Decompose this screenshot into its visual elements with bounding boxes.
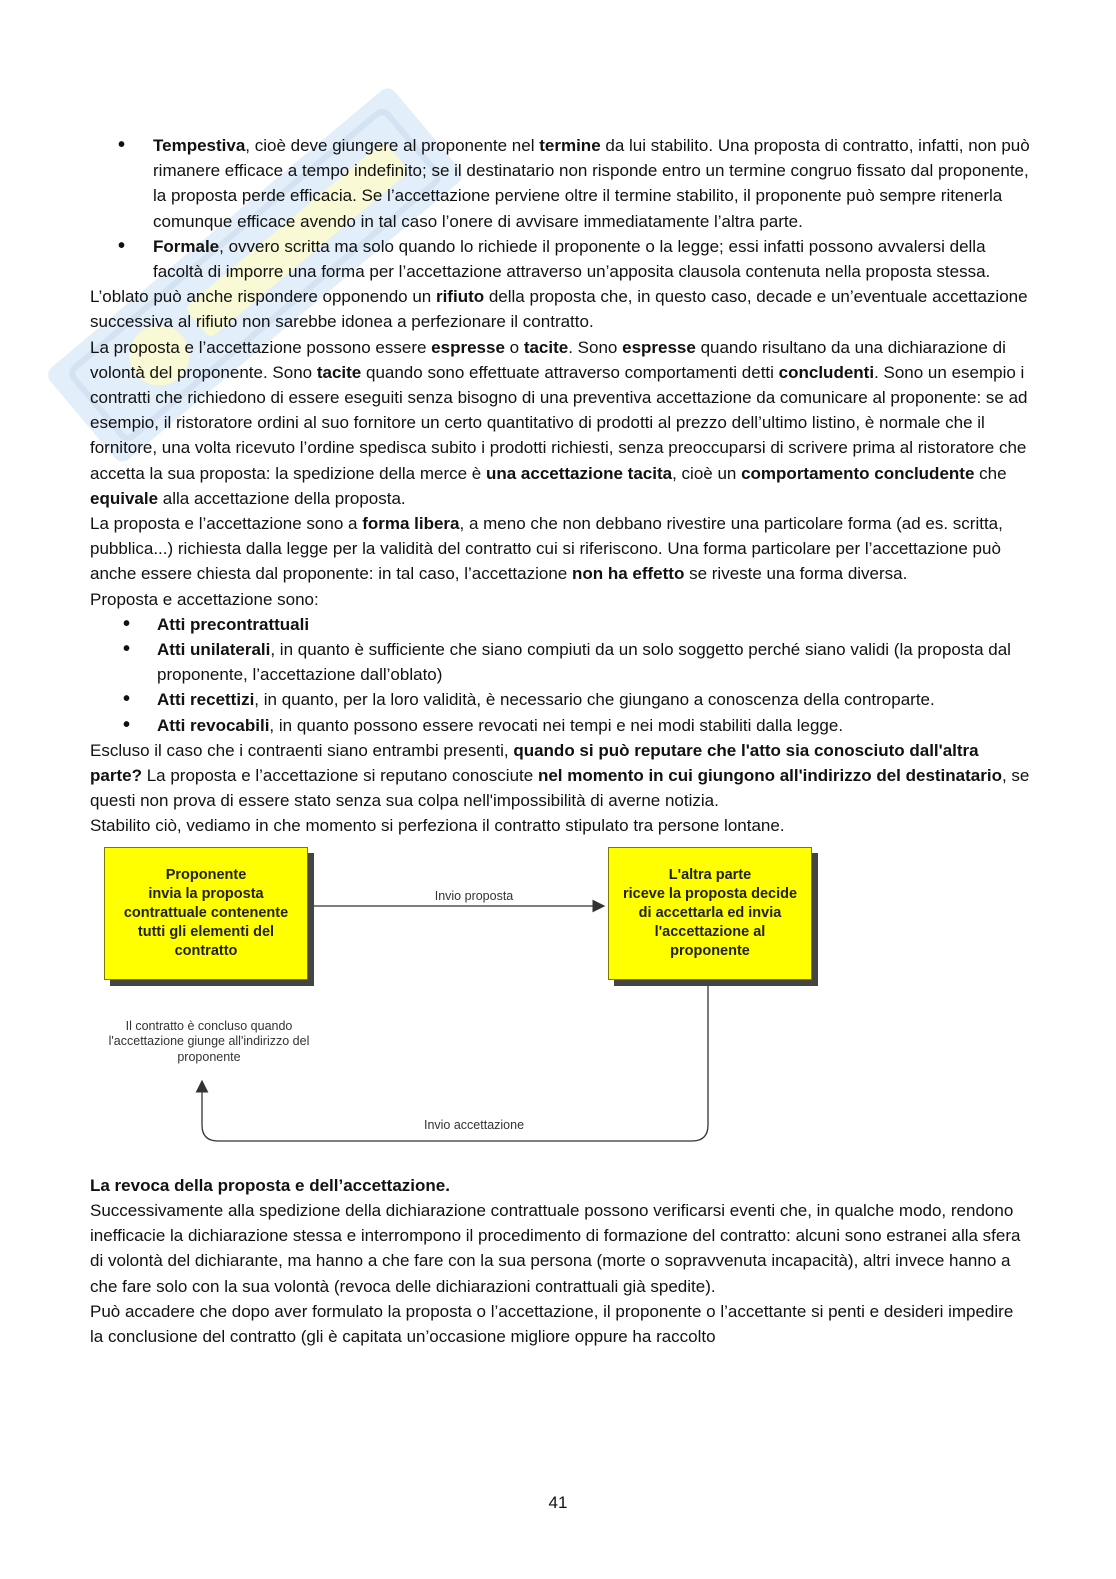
- box-proponente: Proponente invia la proposta contrattuale contenente tutti gli elementi del contratto: [104, 847, 308, 980]
- contract-flow-diagram: [90, 843, 1030, 1173]
- paragraph: Escluso il caso che i contraenti siano entrambi presenti, quando si può reputare che l'atto sia conosciuto dall'altra parte? La proposta e l’accettazione si reputano conosciute nel momento in cui giungono all'indirizzo del destinatario, se questi non prova di essere stato senza sua colpa nell'impossibilità di averne notizia.: [90, 740, 1030, 811]
- list-item: • Atti unilaterali, in quanto è sufficiente che siano compiuti da un solo soggetto perché siano validi (la proposta dal proponente, l’accettazione dall’oblato): [90, 637, 1030, 687]
- note-contratto-concluso: Il contratto è concluso quando l'accettazione giunge all'indirizzo del proponente: [108, 1018, 310, 1064]
- page-number: 41: [548, 1493, 568, 1512]
- list-item: • Atti revocabili, in quanto possono essere revocati nei tempi e nei modi stabiliti dalla legge.: [90, 713, 1030, 738]
- bullet-list-requirements: [90, 133, 1030, 284]
- paragraph: Successivamente alla spedizione della dichiarazione contrattuale possono verificarsi eventi che, in qualche modo, rendono inefficacie la dichiarazione stessa e interrompono il procedimento di formazione del contratto: alcuni sono estranei alla sfera di volontà del dichiarante, ma hanno a che fare con la sua persona (morte o sopravvenuta incapacità), altri invece hanno a che fare solo con la sua volontà (revoca delle dichiarazioni contrattuali già spedite).: [90, 1200, 1021, 1296]
- list-item: • Atti recettizi, in quanto, per la loro validità, è necessario che giungano a conoscenza della controparte.: [90, 687, 1030, 712]
- label-invio-accettazione: Invio accettazione: [423, 1117, 525, 1132]
- page-content: [90, 133, 1030, 1349]
- list-item: • Tempestiva, cioè deve giungere al proponente nel termine da lui stabilito. Una proposta di contratto, infatti, non può rimanere efficace a tempo indefinito; se il destinatario non risponde entro un termine congruo fissato dal proponente, la proposta perde efficacia. Se l’accettazione perviene oltre il termine stabilito, il proponente può sempre ritenerla comunque efficace avendo in tal caso l’onere di avvisare immediatamente l’altra parte.: [90, 133, 1030, 234]
- paragraph: La proposta e l’accettazione sono a forma libera, a meno che non debbano rivestire una particolare forma (ad es. scritta, pubblica...) richiesta dalla legge per la validità del contratto cui si riferiscono. Una forma particolare per l’accettazione può anche essere chiesta dal proponente: in tal caso, l’accettazione non ha effetto se riveste una forma diversa.: [90, 514, 1003, 584]
- paragraph: L’oblato può anche rispondere opponendo un rifiuto della proposta che, in questo caso, decade e un’eventuale accettazione successiva al rifiuto non sarebbe idonea a perfezionare il contratto.: [90, 287, 1028, 332]
- paragraph: La proposta e l’accettazione possono essere espresse o tacite. Sono espresse quando risultano da una dichiarazione di volontà del proponente. Sono tacite quando sono effettuate attraverso comportamenti detti concludenti. Sono un esempio i contratti che richiedono di essere eseguiti senza bisogno di una preventiva accettazione da comunicare al proponente: se ad esempio, il ristoratore ordini al suo fornitore un certo quantitativo di prodotti al prezzo dell’ultimo listino, è normale che il fornitore, una volta ricevuto l’ordine spedisca subito i prodotti richiesti, senza preoccuparsi di scrivere prima al ristoratore che accetta la sua proposta: la spedizione della merce è una accettazione tacita, cioè un comportamento concludente che equivale alla accettazione della proposta.: [90, 337, 1028, 508]
- list-item: • Formale, ovvero scritta ma solo quando lo richiede il proponente o la legge; essi infatti possono avvalersi della facoltà di imporre una forma per l’accettazione attraverso un’apposita clausola contenuta nella proposta stessa.: [90, 234, 1030, 284]
- section-title: La revoca della proposta e dell’accettazione.: [90, 1175, 450, 1195]
- paragraph: Proposta e accettazione sono:: [90, 589, 319, 609]
- box-altra-parte: L'altra parte riceve la proposta decide di accettarla ed invia l'accettazione al proponente: [608, 847, 812, 980]
- label-invio-proposta: Invio proposta: [434, 888, 514, 903]
- bullet-list-atti: [90, 612, 1030, 738]
- paragraph: Stabilito ciò, vediamo in che momento si perfeziona il contratto stipulato tra persone lontane.: [90, 816, 785, 836]
- paragraph: Può accadere che dopo aver formulato la proposta o l’accettazione, il proponente o l’accettante si penti e desideri impedire la conclusione del contratto (gli è capitata un’occasione migliore oppure ha raccolto: [90, 1301, 1014, 1346]
- list-item: • Atti precontrattuali: [90, 612, 1030, 637]
